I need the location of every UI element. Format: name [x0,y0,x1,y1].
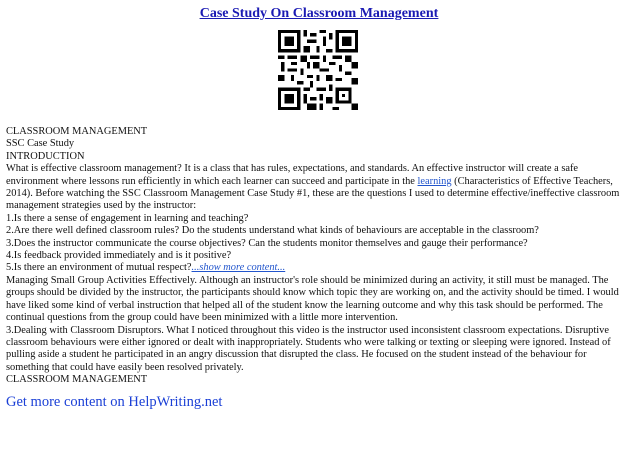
qr-code [278,30,358,110]
page-title [0,6,638,22]
question-1: 1.Is there a sense of engagement in learning and teaching? [6,212,249,224]
title-link[interactable]: Case Study On Classroom Management [199,6,439,21]
document-heading: CLASSROOM MANAGEMENT [6,126,148,137]
closing-heading: CLASSROOM MANAGEMENT [6,374,148,386]
get-more-content-link[interactable]: Get more content on HelpWriting.net [6,394,223,410]
question-2: 2.Are there well defined classroom rules? Do the students understand what kinds of behaviours are acceptable in the classroom? [6,225,539,237]
show-more-link[interactable]: ...show more content... [191,262,286,274]
document-body [6,126,632,387]
intro-paragraph: What is effective classroom management? It is a class that has rules, expectations, and standards. An effective instructor will create a safe environment where lessons run efficiently in which each learner can succeed and participate in the learning (Characteristics of Effective Teachers, 2014). Before watching the SSC Classroom Management Case Study #1, these are the questions I used to determine effective/ineffective classroom management strategies used by the instructor: [6,163,620,212]
learning-link[interactable]: learning [417,175,452,187]
question-3: 3.Does the instructor communicate the course objectives? Can the students monitor themselves and gauge their performance? [6,237,528,249]
paragraph-small-groups: Managing Small Group Activities Effectively. Although an instructor's role should be minimized during an activity, it still must be managed. The groups should be divided by the instructor, the participants should know which topic they are working on, and the activity should be timed. I would have liked some kind of verbal instruction that helped all of the student know the learning outcome and why this task should be performed. The continual questions from the group could have been minimized with a little more intervention. [6,274,619,324]
paragraph-disruptors: 3.Dealing with Classroom Disruptors. What I noticed throughout this video is the instructor used inconsistent classroom expectations. Disruptive classroom behaviours were either ignored or dealt with inappropriately. Students who were talking or texting or sleeping were ignored. Instead of pulling aside a student he participated in an angry discussion that disrupted the class. He focused on the student instead of the behaviour for something that could have easily been resolved privately. [6,324,611,373]
question-4: 4.Is feedback provided immediately and is it positive? [6,250,232,262]
document-subheading: SSC Case Study [6,138,75,150]
question-5: 5.Is there an environment of mutual respect?...show more content... [6,262,286,274]
section-heading: INTRODUCTION [6,150,85,162]
